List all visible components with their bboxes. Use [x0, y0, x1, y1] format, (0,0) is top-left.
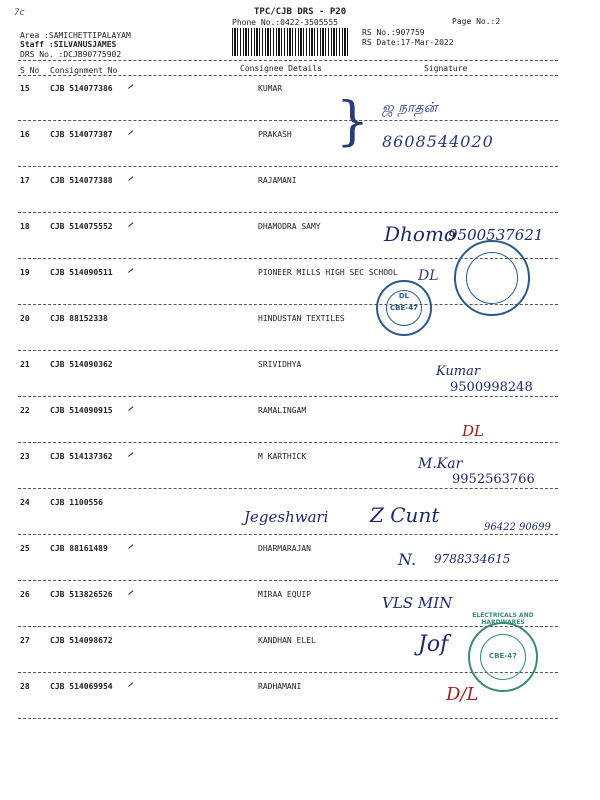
- col-consignee: Consignee Details: [240, 64, 322, 73]
- row-divider: [18, 166, 558, 167]
- row-sno: 28: [20, 682, 30, 691]
- row-consignment: CJB 514090915: [50, 406, 113, 415]
- row-consignment: CJB 514090362: [50, 360, 113, 369]
- row-consignee: RADHAMANI: [258, 682, 302, 691]
- row-consignment: CJB 88161489: [50, 544, 108, 553]
- barcode: [232, 28, 350, 56]
- row-sno: 24: [20, 498, 30, 507]
- row-consignment: CJB 1100556: [50, 498, 103, 507]
- tick-mark: [128, 452, 134, 457]
- rs-date: RS Date:17-Mar-2022: [362, 38, 454, 47]
- signature-24: Jegeshwari: [244, 508, 329, 526]
- row-sno: 18: [20, 222, 30, 231]
- row-sno: 23: [20, 452, 30, 461]
- col-signature: Signature: [424, 64, 468, 73]
- rs-number: RS No.:907759: [362, 28, 425, 37]
- school-stamp-label: DL: [398, 292, 410, 300]
- hardware-stamp: [468, 612, 538, 692]
- row-consignment: CJB 514077387: [50, 130, 113, 139]
- row-divider: [18, 350, 558, 351]
- signature-24-mark: Z Cunt: [370, 503, 440, 527]
- signature-28: D/L: [446, 684, 479, 705]
- signature-21: Kumar: [436, 364, 481, 379]
- row-divider: [18, 212, 558, 213]
- row-sno: 16: [20, 130, 30, 139]
- phone-24: 96422 90699: [484, 522, 551, 533]
- row-consignment: CJB 514137362: [50, 452, 113, 461]
- signature-23: M.Kar: [418, 456, 463, 472]
- col-sno: S No: [20, 66, 40, 75]
- row-consignee: PRAKASH: [258, 130, 292, 139]
- row-consignee: KUMAR: [258, 84, 283, 93]
- corner-mark: 7c: [14, 8, 25, 18]
- row-consignee: DHARMARAJAN: [258, 544, 311, 553]
- tick-mark: [128, 84, 134, 89]
- row-divider: [18, 442, 558, 443]
- phone-number: Phone No.:0422-3505555: [232, 18, 338, 27]
- row-consignment: CJB 514077386: [50, 84, 113, 93]
- row-sno: 19: [20, 268, 30, 277]
- signature-22: DL: [462, 422, 484, 440]
- signature-18-scribble: Dhomo: [384, 222, 456, 246]
- row-sno: 22: [20, 406, 30, 415]
- row-consignee: RAMALINGAM: [258, 406, 307, 415]
- row-divider: [18, 120, 558, 121]
- row-sno: 15: [20, 84, 30, 93]
- row-consignment: CJB 514069954: [50, 682, 113, 691]
- row-consignment: CJB 514090511: [50, 268, 113, 277]
- row-divider: [18, 534, 558, 535]
- row-divider: [18, 626, 558, 627]
- row-sno: 27: [20, 636, 30, 645]
- row-sno: 21: [20, 360, 30, 369]
- tick-mark: [128, 268, 134, 273]
- hardware-stamp-name: ELECTRICALS AND HARDWARES: [472, 612, 534, 626]
- header-divider-bottom: [18, 75, 558, 76]
- row-sno: 26: [20, 590, 30, 599]
- row-consignment: CJB 513826526: [50, 590, 113, 599]
- tick-mark: [128, 176, 134, 181]
- tick-mark: [128, 406, 134, 411]
- tick-mark: [128, 222, 134, 227]
- signature-19: DL: [418, 268, 439, 284]
- phone-21: 9500998248: [450, 380, 533, 395]
- phone-16: 8608544020: [382, 132, 494, 151]
- col-consignment: Consignment No: [50, 66, 118, 75]
- row-consignee: SRIVIDHYA: [258, 360, 302, 369]
- row-consignee: HINDUSTAN TEXTILES: [258, 314, 345, 323]
- row-consignee: DHAMODRA SAMY: [258, 222, 321, 231]
- row-consignee: PIONEER MILLS HIGH SEC SCHOOL: [258, 268, 398, 277]
- phone-23: 9952563766: [452, 472, 535, 487]
- phone-18: 9500537621: [448, 226, 544, 244]
- row-consignment: CJB 514098672: [50, 636, 113, 645]
- school-stamp-small: [376, 280, 432, 336]
- document-title: TPC/CJB DRS - P20: [254, 7, 347, 17]
- school-stamp-city: CBE-47: [390, 304, 418, 312]
- row-divider: [18, 580, 558, 581]
- row-sno: 25: [20, 544, 30, 553]
- phone-25: 9788334615: [434, 552, 511, 566]
- row-sno: 20: [20, 314, 30, 323]
- row-consignee: RAJAMANI: [258, 176, 297, 185]
- tick-mark: [128, 682, 134, 687]
- page-number: Page No.:2: [452, 17, 501, 26]
- signature-26: VLS MIN: [382, 594, 453, 612]
- signature-27-scribble: Jof: [418, 632, 449, 657]
- signature-25: N.: [398, 550, 417, 569]
- row-consignee: KANDHAN ELEL: [258, 636, 316, 645]
- staff-label: Staff :SILVANUSJAMES: [20, 40, 117, 49]
- row-consignment: CJB 514075552: [50, 222, 113, 231]
- tick-mark: [128, 130, 134, 135]
- header-divider: [18, 60, 558, 61]
- row-consignee: M KARTHICK: [258, 452, 307, 461]
- drs-number: DRS No. :DCJB90775902: [20, 50, 122, 59]
- signature-brace: }: [336, 92, 370, 152]
- row-consignment: CJB 88152338: [50, 314, 108, 323]
- row-sno: 17: [20, 176, 30, 185]
- row-consignment: CJB 514077388: [50, 176, 113, 185]
- row-divider: [18, 396, 558, 397]
- row-divider: [18, 718, 558, 719]
- signature-15: ஜ நாதன்: [382, 100, 438, 116]
- row-divider: [18, 488, 558, 489]
- tick-mark: [128, 544, 134, 549]
- row-consignee: MIRAA EQUIP: [258, 590, 311, 599]
- area-label: Area :SAMICHETTIPALAYAM: [20, 31, 131, 40]
- tick-mark: [128, 590, 134, 595]
- hardware-stamp-city: CBE-47: [489, 652, 517, 660]
- school-stamp-large: [454, 240, 530, 316]
